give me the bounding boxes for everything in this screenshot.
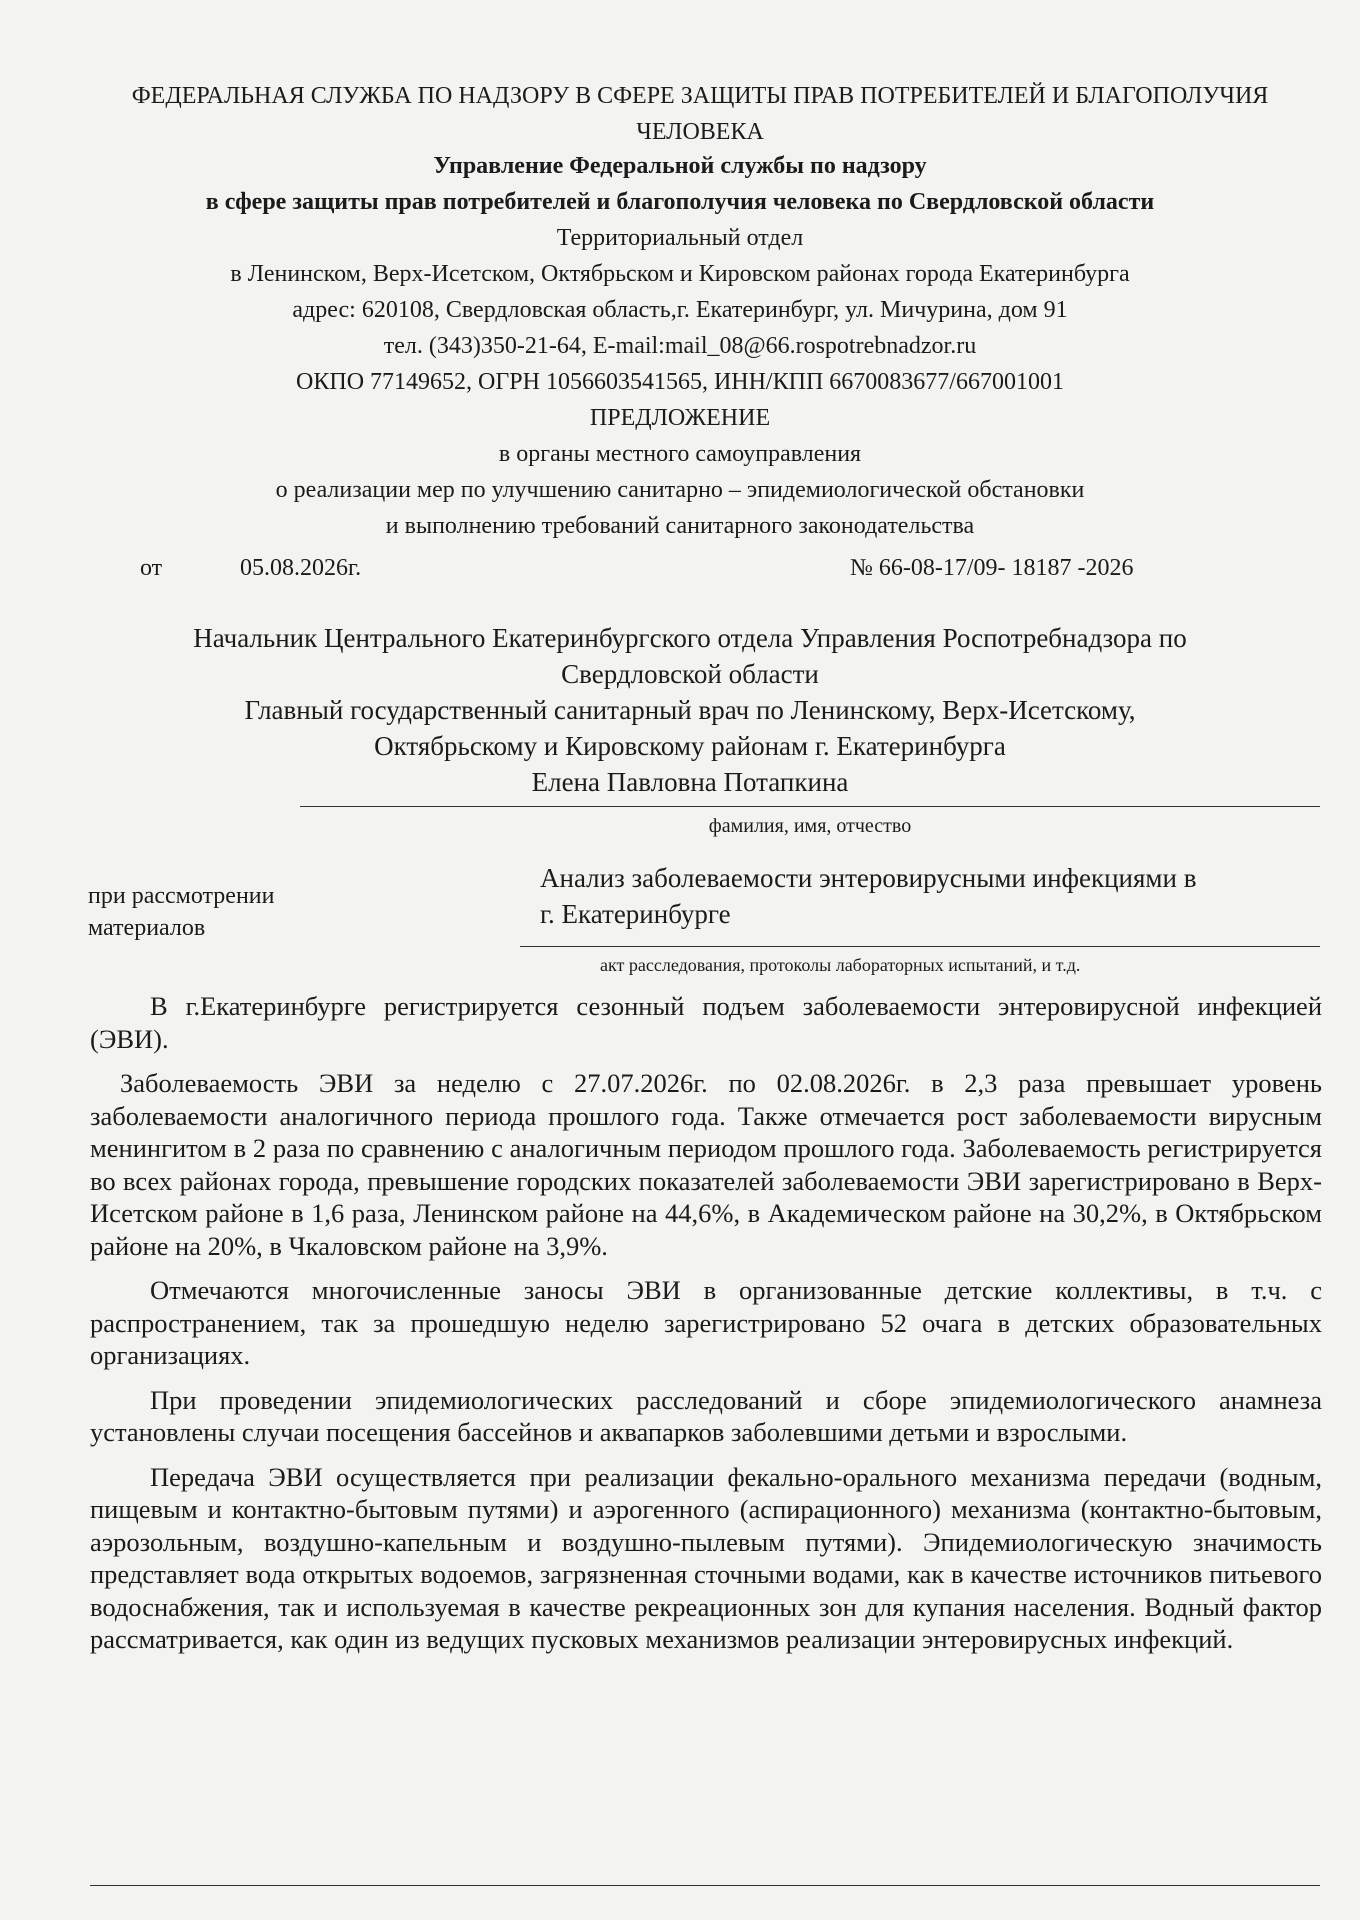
document-number: № 66-08-17/09- 18187 -2026 xyxy=(850,555,1134,581)
materials-value-line1: Анализ заболеваемости энтеровирусными инфекциями в xyxy=(540,863,1197,893)
department-line2: в сфере защиты прав потребителей и благополучия человека по Свердловской области xyxy=(205,189,1155,215)
materials-underline xyxy=(520,946,1320,947)
department-line1: Управление Федеральной службы по надзору xyxy=(433,153,927,179)
division-name: Территориальный отдел xyxy=(556,225,804,251)
materials-value-line2: г. Екатеринбурге xyxy=(540,899,731,929)
recipient-position-line2: Свердловской области xyxy=(561,659,819,689)
address-line: адрес: 620108, Свердловская область,г. Екатеринбург, ул. Мичурина, дом 91 xyxy=(292,297,1068,323)
recipient-block xyxy=(60,620,1320,800)
document-date: 05.08.2026г. xyxy=(240,555,362,581)
date-prefix: от xyxy=(140,555,163,581)
title-line1: в органы местного самоуправления xyxy=(498,441,862,467)
body-text xyxy=(90,990,1322,1668)
recipient-name: Елена Павловна Потапкина xyxy=(531,767,849,797)
name-underline xyxy=(300,806,1320,807)
title-line3: и выполнению требований санитарного законодательства xyxy=(385,513,975,539)
paragraph-4: При проведении эпидемиологических расследований и сборе эпидемиологического анамнеза установлены случаи посещения бассейнов и аквапарков заболевшими детьми и взрослыми. xyxy=(90,1384,1322,1447)
materials-label-line2: материалов xyxy=(88,915,206,941)
codes-line: ОКПО 77149652, ОГРН 1056603541565, ИНН/КПП 6670083677/667001001 xyxy=(296,369,1064,395)
recipient-position-line1: Начальник Центрального Екатеринбургского отдела Управления Роспотребнадзора по xyxy=(193,623,1187,653)
header-block xyxy=(70,148,1290,544)
materials-label xyxy=(88,880,274,944)
recipient-position-line4: Октябрьскому и Кировскому районам г. Екатеринбурга xyxy=(374,731,1006,761)
materials-label-line1: при рассмотрении xyxy=(88,883,275,909)
paragraph-5: Передача ЭВИ осуществляется при реализации фекально-орального механизма передачи (водным, пищевым и контактно-бытовым путями) и аэрогенного (аспирационного) механизма (контактно-бытовым, аэрозольным, воздушно-капельным и воздушно-пылевым путями). Эпидемиологическую значимость представляет вода открытых водоемов, загрязненная сточными водами, как в качестве источников питьевого водоснабжения, так и используемая в качестве рекреационных зон для купания населения. Водный фактор рассматривается, как один из ведущих пусковых механизмов реализации энтеровирусных инфекций. xyxy=(90,1461,1322,1654)
bottom-rule xyxy=(90,1885,1320,1886)
agency-name: ФЕДЕРАЛЬНАЯ СЛУЖБА ПО НАДЗОРУ В СФЕРЕ ЗАЩИТЫ ПРАВ ПОТРЕБИТЕЛЕЙ И БЛАГОПОЛУЧИЯ ЧЕЛОВЕКА xyxy=(131,83,1269,145)
materials-caption: акт расследования, протоколы лабораторных испытаний, и т.д. xyxy=(600,955,1081,975)
paragraph-3: Отмечаются многочисленные заносы ЭВИ в организованные детские коллективы, в т.ч. с распространением, так за прошедшую неделю зарегистрировано 52 очага в детских образовательных организациях. xyxy=(90,1275,1322,1370)
title-line2: о реализации мер по улучшению санитарно – эпидемиологической обстановки xyxy=(275,477,1085,503)
contacts-line: тел. (343)350-21-64, E-mail:mail_08@66.rospotrebnadzor.ru xyxy=(383,333,977,359)
document-title: ПРЕДЛОЖЕНИЕ xyxy=(589,405,771,431)
materials-value xyxy=(540,860,1320,932)
name-caption: фамилия, имя, отчество xyxy=(708,815,912,837)
recipient-position-line3: Главный государственный санитарный врач по Ленинскому, Верх-Исетскому, xyxy=(244,695,1136,725)
paragraph-1: В г.Екатеринбурге регистрируется сезонный подъем заболеваемости энтеровирусной инфекцией (ЭВИ). xyxy=(90,991,1322,1054)
paragraph-2: Заболеваемость ЭВИ за неделю с 27.07.2026г. по 02.08.2026г. в 2,3 раза превышает уровень заболеваемости аналогичного периода прошлого года. Также отмечается рост заболеваемости вирусным менингитом в 2 раза по сравнению с аналогичным периодом прошлого года. Заболеваемость регистрируется во всех районах города, превышение городских показателей заболеваемости ЭВИ зарегистрировано в Верх-Исетском районе в 1,6 раза, Ленинском районе на 44,6%, в Академическом районе на 30,2%, в Октябрьском районе на 20%, в Чкаловском районе на 3,9%. xyxy=(90,1068,1322,1261)
districts-line: в Ленинском, Верх-Исетском, Октябрьском и Кировском районах города Екатеринбурга xyxy=(230,261,1130,287)
